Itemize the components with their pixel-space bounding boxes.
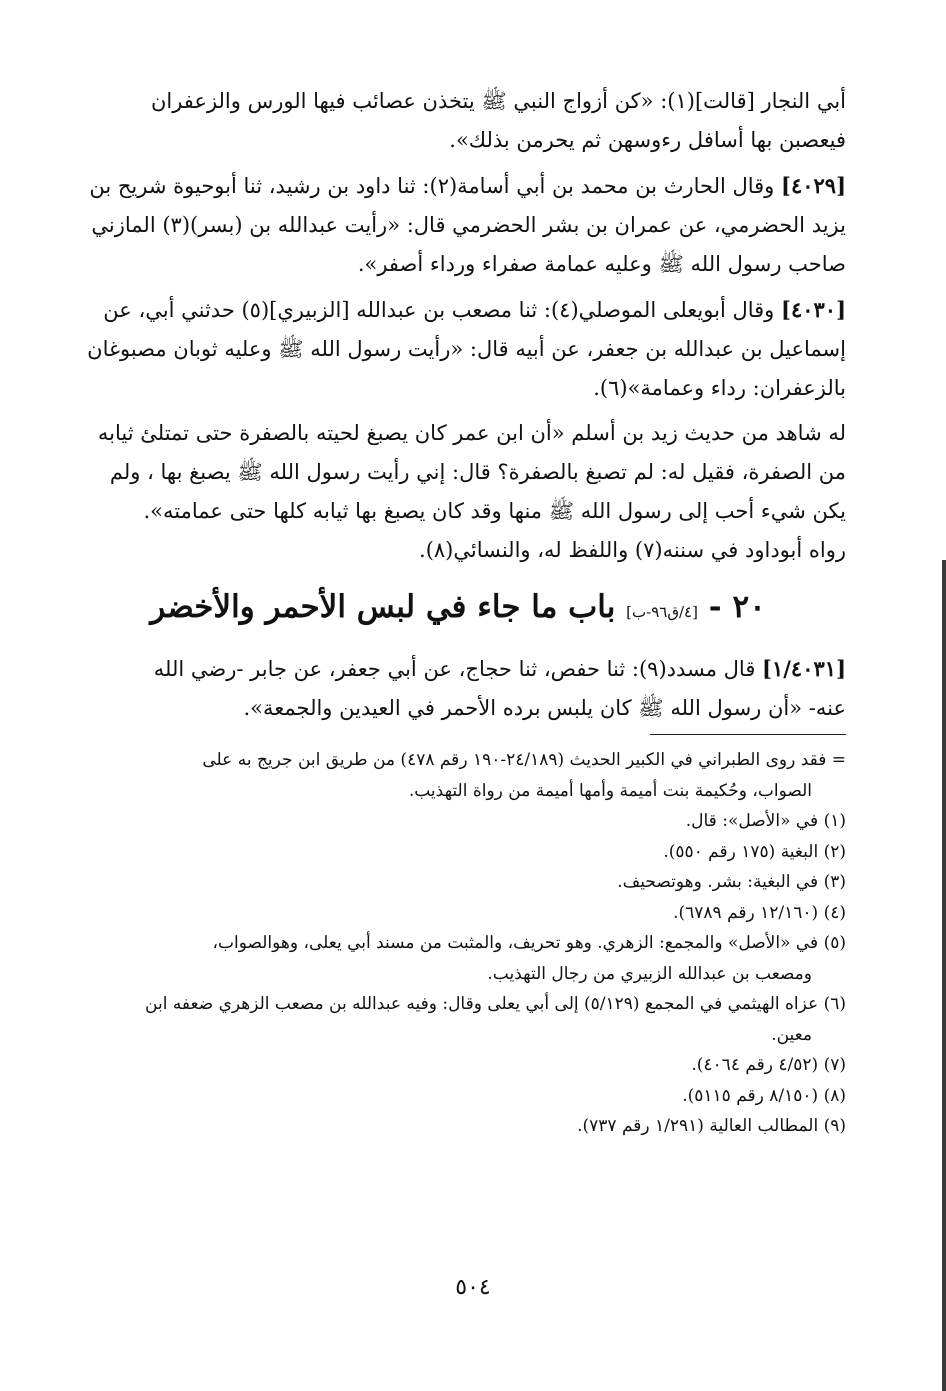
text-line: أبي النجار [قالت](١): «كن أزواج النبي ﷺ يتخذن عصائب فيها الورس والزعفران: [150, 89, 846, 113]
text-line: يزيد الحضرمي، عن عمران بن بشر الحضرمي قال: «رأيت عبدالله بن (بسر)(٣) المازني: [91, 213, 846, 237]
hadith-4029: [70, 166, 846, 284]
footnote: [70, 989, 846, 1050]
hadith-number: [٤٠٢٩]: [781, 173, 846, 198]
footnote: [70, 898, 846, 929]
page-number: ٥٠٤: [455, 1275, 491, 1300]
footnote-line: (٤) (١٢/١٦٠ رقم ٦٧٨٩).: [673, 902, 846, 923]
footnote-line: معين.: [771, 1024, 812, 1045]
footnotes: [70, 745, 846, 1142]
footnote: [70, 1081, 846, 1112]
footnote-line: (٥) في «الأصل» والمجمع: الزهري. وهو تحريف، والمثبت من مسند أبي يعلى، وهوالصواب،: [212, 933, 846, 953]
footnote-line: (٣) في البغية: بشر. وهوتصحيف.: [617, 872, 846, 892]
book-spine-edge: [942, 560, 946, 1391]
text-line-body: وقال أبويعلى الموصلي(٤): ثنا مصعب بن عبدالله [الزبيري](٥) حدثني أبي، عن: [103, 298, 775, 322]
chapter-number: ٢٠ -: [708, 589, 766, 625]
footnote-line: ومصعب بن عبدالله الزبيري من رجال التهذيب.: [487, 963, 812, 984]
footnote-line: (٧) (٤/٥٢ رقم ٤٠٦٤).: [691, 1055, 846, 1075]
footnote: [70, 837, 846, 868]
hadith-number: [٤٠٣٠]: [781, 297, 846, 322]
chapter-title: باب ما جاء في لبس الأحمر والأخضر: [150, 589, 616, 625]
footnote-line: الصواب، وحُكيمة بنت أميمة وأمها أميمة من رواة التهذيب.: [408, 780, 812, 801]
text-line: من الصفرة، فقيل له: لم تصبغ بالصفرة؟ قال: إني رأيت رسول الله ﷺ يصبغ بها ، ولم: [109, 460, 846, 484]
text-line: يكن شيء أحب إلى رسول الله ﷺ منها وقد كان يصبغ بها ثيابه كلها حتى عمامته».: [143, 499, 846, 523]
text-line: [70, 166, 846, 206]
chapter-heading: [70, 584, 846, 635]
footnote-line: = فقد روى الطبراني في الكبير الحديث (٢٤/١٨٩-١٩٠ رقم ٤٧٨) من طريق ابن جريج به على: [202, 750, 846, 770]
text-line: صاحب رسول الله ﷺ وعليه عمامة صفراء ورداء أصفر».: [357, 252, 846, 276]
manuscript-ref: [٤/ق٩٦-ب]: [626, 603, 698, 621]
text-line: بالزعفران: رداء وعمامة»(٦).: [593, 376, 846, 400]
text-line: فيعصبن بها أسافل رءوسهن ثم يحرمن بذلك».: [449, 128, 846, 152]
page-content: [70, 82, 846, 1142]
text-line: عنه- «أن رسول الله ﷺ كان يلبس برده الأحمر في العيدين والجمعة».: [243, 696, 846, 720]
text-line: رواه أبوداود في سننه(٧) واللفظ له، والنسائي(٨).: [419, 538, 846, 562]
text-line: [70, 649, 846, 689]
paragraph-continuation: [70, 82, 846, 160]
footnote-divider: [650, 734, 846, 735]
footnote-line: (١) في «الأصل»: قال.: [685, 811, 846, 831]
hadith-number: [١/٤٠٣١]: [762, 656, 846, 681]
footnote: [70, 745, 846, 806]
footnote: [70, 1050, 846, 1081]
text-line: [70, 290, 846, 330]
text-line-body: وقال الحارث بن محمد بن أبي أسامة(٢): ثنا داود بن رشيد، ثنا أبوحيوة شريح بن: [89, 174, 775, 198]
footnote-line: (٦) عزاه الهيثمي في المجمع (٥/١٢٩) إلى أبي يعلى وقال: وفيه عبدالله بن مصعب الزهري ضعفه ابن: [145, 994, 846, 1014]
commentary: [70, 414, 846, 570]
hadith-4031: [70, 649, 846, 728]
hadith-4030: [70, 290, 846, 408]
footnote: [70, 867, 846, 898]
text-line-body: قال مسدد(٩): ثنا حفص، ثنا حجاج، عن أبي جعفر، عن جابر -رضي الله: [153, 657, 756, 681]
footnote: [70, 1111, 846, 1142]
footnote: [70, 806, 846, 837]
footnote-line: (٢) البغية (١٧٥ رقم ٥٥٠).: [663, 841, 846, 862]
footnote-line: (٩) المطالب العالية (١/٢٩١ رقم ٧٣٧).: [577, 1116, 846, 1136]
text-line: إسماعيل بن عبدالله بن جعفر، عن أبيه قال: «رأيت رسول الله ﷺ وعليه ثوبان مصبوغان: [87, 337, 846, 361]
footnote-line: (٨) (٨/١٥٠ رقم ٥١١٥).: [682, 1085, 846, 1106]
footnote: [70, 928, 846, 989]
text-line: له شاهد من حديث زيد بن أسلم «أن ابن عمر كان يصبغ لحيته بالصفرة حتى تمتلئ ثيابه: [97, 421, 846, 445]
